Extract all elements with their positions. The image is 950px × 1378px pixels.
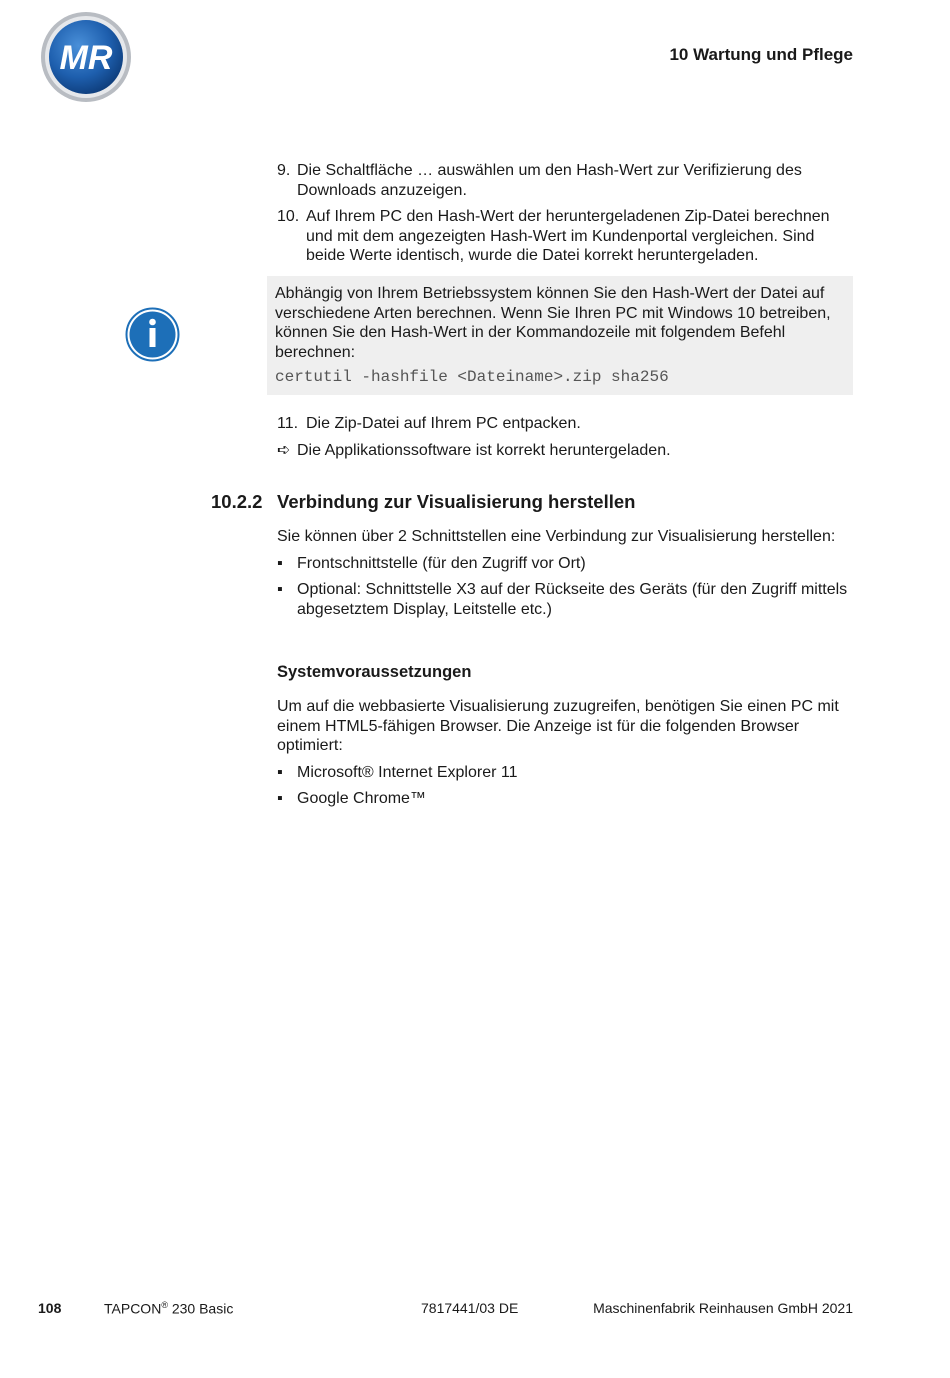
subheading: Systemvoraussetzungen — [277, 663, 472, 681]
bullet-text: Microsoft® Internet Explorer 11 — [297, 763, 518, 781]
result-arrow-icon: ➪ — [277, 441, 291, 459]
list-item — [277, 763, 852, 783]
result-text: Die Applikationssoftware ist korrekt heruntergeladen. — [297, 441, 671, 459]
section-intro: Sie können über 2 Schnittstellen eine Verbindung zur Visualisierung herstellen: — [277, 528, 836, 545]
bullet-text: Google Chrome™ — [297, 790, 426, 807]
section-body — [277, 527, 852, 619]
command-line: certutil -hashfile <Dateiname>.zip sha256 — [275, 368, 669, 386]
section-title: Verbindung zur Visualisierung herstellen — [277, 491, 636, 512]
bullet-icon: ▪ — [277, 581, 283, 598]
requirements-body — [277, 697, 852, 809]
bullet-text: Frontschnittstelle (für den Zugriff vor Ort) — [297, 554, 586, 572]
requirements-text: Um auf die webbasierte Visualisierung zuzugreifen, benötigen Sie einen PC mit einem HTML5-fähigen Browser. Die Anzeige ist für die folgenden Browser optimiert: — [277, 698, 839, 754]
info-icon — [125, 307, 180, 362]
list-item — [277, 207, 852, 266]
step-number: 9. — [277, 162, 291, 179]
result-item — [277, 441, 852, 461]
company-name: Maschinenfabrik Reinhausen GmbH 2021 — [593, 1300, 853, 1316]
list-item — [277, 580, 852, 619]
document-number: 7817441/03 DE — [421, 1300, 519, 1316]
registered-mark: ® — [161, 1300, 168, 1310]
bullet-icon: ▪ — [277, 763, 283, 781]
step-number: 10. — [277, 208, 300, 225]
step-number: 11. — [277, 415, 299, 432]
list-item — [277, 789, 852, 809]
steps-list — [277, 161, 852, 266]
step-text: Die Zip-Datei auf Ihrem PC entpacken. — [306, 415, 581, 432]
bullet-icon: ▪ — [277, 554, 283, 572]
list-item — [277, 161, 852, 200]
product-model: 230 Basic — [167, 1300, 234, 1317]
bullet-text: Optional: Schnittstelle X3 auf der Rückseite des Geräts (für den Zugriff mittels abgesetztem Display, Leitstelle etc.) — [297, 581, 848, 618]
chapter-title: 10 Wartung und Pflege — [669, 45, 853, 64]
svg-text:MR: MR — [59, 39, 113, 77]
product-name-text: TAPCON — [104, 1300, 162, 1317]
mr-logo — [40, 11, 132, 103]
step-text: Auf Ihrem PC den Hash-Wert der heruntergeladenen Zip-Datei berechnen und mit dem angezeigten Hash-Wert im Kundenportal vergleichen. Sind beide Werte identisch, wurde die Datei korrekt heruntergeladen. — [306, 208, 830, 264]
step-text: Die Schaltfläche … auswählen um den Hash-Wert zur Verifizierung des Downloads anzuzeigen. — [297, 162, 802, 199]
bullet-icon: ▪ — [277, 790, 283, 807]
page-number: 108 — [38, 1300, 62, 1316]
list-item — [277, 554, 852, 574]
steps-list-2 — [277, 414, 852, 460]
product-name — [104, 1300, 233, 1317]
list-item — [277, 414, 852, 434]
section-number: 10.2.2 — [211, 491, 263, 512]
info-text: Abhängig von Ihrem Betriebssystem können Sie den Hash-Wert der Datei auf verschiedene Arten berechnen. Wenn Sie Ihren PC mit Windows 10 betreiben, können Sie den Hash-Wert in der Kommandozeile mit folgendem Befehl berechnen: — [275, 285, 831, 361]
